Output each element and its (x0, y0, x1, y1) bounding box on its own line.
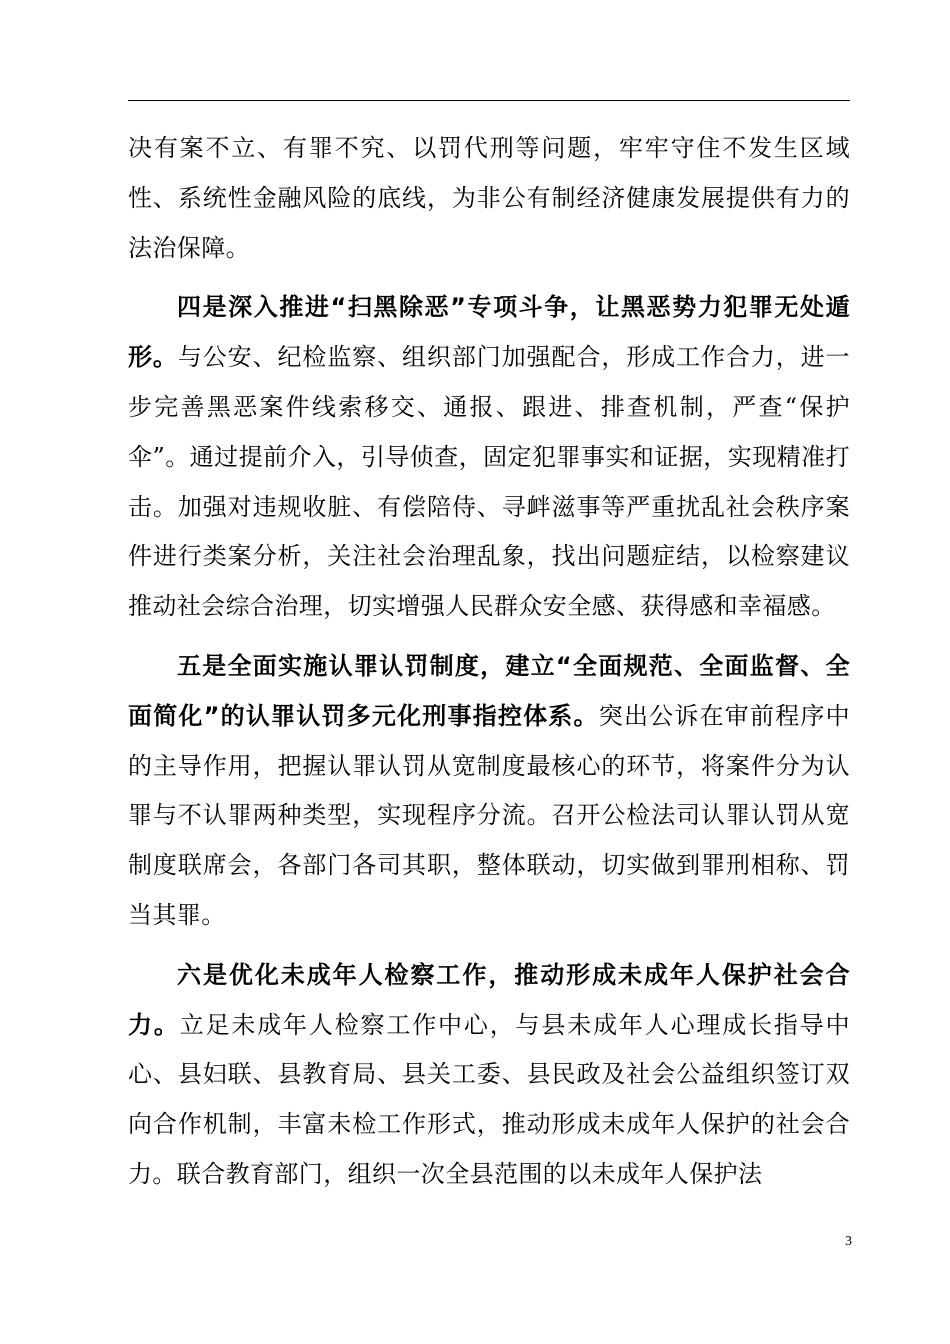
paragraph-heading: 四是深入推进“扫黑除恶”专项斗争，让黑恶势力犯罪无处遁形。 (128, 293, 850, 372)
paragraph-continuation (128, 124, 850, 273)
paragraph-heading: 六是优化未成年人检察工作，推动形成未成年人保护社会合力。 (128, 960, 850, 1039)
paragraph-text: 与公安、纪检监察、组织部门加强配合，形成工作合力，进一步完善黑恶案件线索移交、通报、跟进、排查机制，严查“保护伞”。通过提前介入，引导侦查，固定犯罪事实和证据，实现精准打击。加强对违规收脏、有偿陪侍、寻衅滋事等严重扰乱社会秩序案件进行类案分析，关注社会治理乱象，找出问题症结，以检察建议推动社会综合治理，切实增强人民群众安全感、获得感和幸福感。 (128, 343, 850, 621)
paragraph-five (128, 642, 850, 941)
paragraph-four (128, 283, 850, 632)
document-body (128, 124, 850, 1200)
paragraph-text: 决有案不立、有罪不究、以罚代刑等问题，牢牢守住不发生区域性、系统性金融风险的底线，为非公有制经济健康发展提供有力的法治保障。 (128, 134, 850, 262)
paragraph-text: 突出公诉在审前程序中的主导作用，把握认罪认罚从宽制度最核心的环节，将案件分为认罪与不认罪两种类型，实现程序分流。召开公检法司认罪认罚从宽制度联席会，各部门各司其职，整体联动，切实做到罪刑相称、罚当其罪。 (128, 701, 851, 929)
page-number: 3 (845, 1234, 852, 1249)
paragraph-six (128, 951, 850, 1200)
header-rule (128, 100, 850, 101)
paragraph-text: 立足未成年人检察工作中心，与县未成年人心理成长指导中心、县妇联、县教育局、县关工委、县民政及社会公益组织签订双向合作机制，丰富未检工作形式，推动形成未成年人保护的社会合力。联合教育部门，组织一次全县范围的以未成年人保护法 (128, 1010, 850, 1188)
paragraph-heading: 五是全面实施认罪认罚制度，建立“全面规范、全面监督、全面简化”的认罪认罚多元化刑事指控体系。 (128, 651, 850, 730)
